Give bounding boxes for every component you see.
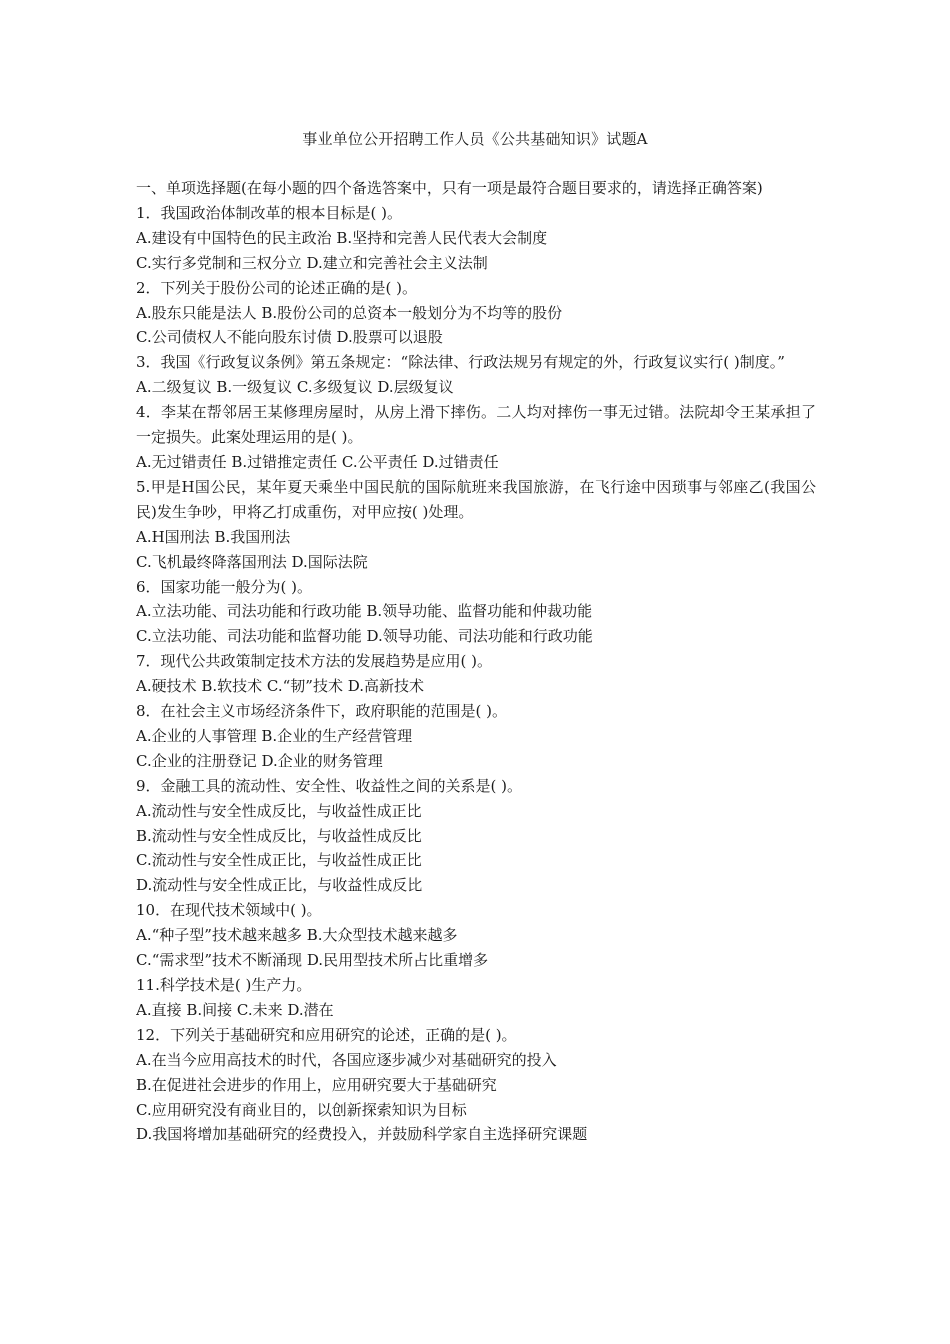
question-8-options-line-2: C.企业的注册登记 D.企业的财务管理 [136,751,383,770]
question-9-option-b: B.流动性与安全性成反比，与收益性成反比 [136,826,422,845]
question-2-options-line-2: C.公司债权人不能向股东讨债 D.股票可以退股 [136,328,443,347]
question-7: 7．现代公共政策制定技术方法的发展趋势是应用( )。 [136,652,493,671]
section-intro: 一、单项选择题(在每小题的四个备选答案中，只有一项是最符合题目要求的，请选择正确答案) [136,179,763,197]
question-8-options-line-1: A.企业的人事管理 B.企业的生产经营管理 [136,726,413,745]
question-2-options-line-1: A.股东只能是法人 B.股份公司的总资本一般划分为不均等的股份 [136,303,563,322]
page-title: 事业单位公开招聘工作人员《公共基础知识》试题A [302,130,648,148]
question-9-option-c: C.流动性与安全性成正比，与收益性成正比 [136,851,422,870]
question-12-option-b: B.在促进社会进步的作用上，应用研究要大于基础研究 [136,1075,497,1094]
question-12-option-a: A.在当今应用高技术的时代，各国应逐步减少对基础研究的投入 [136,1050,557,1069]
question-9-option-a: A.流动性与安全性成反比，与收益性成正比 [136,801,422,820]
question-9-option-d: D.流动性与安全性成正比，与收益性成反比 [136,876,423,895]
question-11: 11.科学技术是( )生产力。 [136,976,312,994]
question-6-options-line-1: A.立法功能、司法功能和行政功能 B.领导功能、监督功能和仲裁功能 [136,602,593,621]
question-5-options-line-1: A.H国刑法 B.我国刑法 [136,527,291,546]
question-5-options-line-2: C.飞机最终降落国刑法 D.国际法院 [136,552,368,571]
question-8: 8．在社会主义市场经济条件下，政府职能的范围是( )。 [136,702,508,721]
question-6: 6．国家功能一般分为( )。 [136,577,313,596]
question-2: 2．下列关于股份公司的论述正确的是( )。 [136,278,418,297]
question-1-options-line-2: C.实行多党制和三权分立 D.建立和完善社会主义法制 [136,253,488,272]
document-body [136,176,816,1147]
question-12: 12．下列关于基础研究和应用研究的论述，正确的是( )。 [136,1025,517,1044]
question-4: 4．李某在帮邻居王某修理房屋时，从房上滑下摔伤。二人均对摔伤一事无过错。法院却令王某承担了一定损失。此案处理运用的是( )。 [136,403,816,447]
question-10: 10．在现代技术领域中( )。 [136,901,322,920]
question-10-options-line-1: A.“种子型”技术越来越多 B.大众型技术越来越多 [136,926,458,945]
question-4-options: A.无过错责任 B.过错推定责任 C.公平责任 D.过错责任 [136,452,499,471]
question-9: 9．金融工具的流动性、安全性、收益性之间的关系是( )。 [136,776,523,795]
question-3: 3．我国《行政复议条例》第五条规定：“除法律、行政法规另有规定的外，行政复议实行( )制度。” [136,353,785,372]
question-6-options-line-2: C.立法功能、司法功能和监督功能 D.领导功能、司法功能和行政功能 [136,627,593,646]
question-10-options-line-2: C.“需求型”技术不断涌现 D.民用型技术所占比重增多 [136,951,489,970]
question-1: 1．我国政治体制改革的根本目标是( )。 [136,203,403,222]
question-12-option-d: D.我国将增加基础研究的经费投入，并鼓励科学家自主选择研究课题 [136,1125,588,1144]
question-5: 5.甲是H国公民，某年夏天乘坐中国民航的国际航班来我国旅游，在飞行途中因琐事与邻座乙(我国公民)发生争吵，甲将乙打成重伤，对甲应按( )处理。 [136,477,816,521]
question-12-option-c: C.应用研究没有商业目的，以创新探索知识为目标 [136,1100,467,1119]
question-3-options: A.二级复议 B.一级复议 C.多级复议 D.层级复议 [136,378,454,397]
question-1-options-line-1: A.建设有中国特色的民主政治 B.坚持和完善人民代表大会制度 [136,228,548,247]
question-7-options: A.硬技术 B.软技术 C.“韧”技术 D.高新技术 [136,677,425,696]
question-11-options: A.直接 B.间接 C.未来 D.潜在 [136,1000,334,1019]
